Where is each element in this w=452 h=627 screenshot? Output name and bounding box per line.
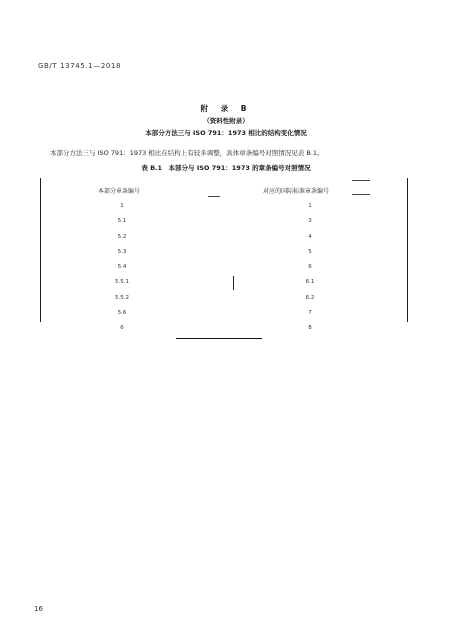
cell-this-part: 6 [120,325,124,332]
cell-iso: 1 [308,203,312,209]
cell-this-part: 5.2 [117,233,127,240]
cell-this-part: 5.6 [117,310,127,317]
table-row [40,231,408,246]
cell-this-part: 5.4 [117,264,127,271]
table-row [40,261,408,276]
cell-iso: 7 [308,310,312,317]
column-header-this-part: 本部分章条编号 [98,188,141,195]
annex-title: 附 录 B [200,104,252,113]
table-row [40,215,408,230]
intro-paragraph: 本部分方法三与 ISO 791：1973 相比在结构上有较多调整，具体章条编号对照情况见表 B.1。 [50,149,324,157]
table-row [40,307,408,322]
cell-iso: 4 [308,233,312,240]
header-rule-mark [208,196,220,197]
cell-this-part: 5.1 [117,218,127,225]
header-rule-mark [352,180,370,181]
header-code: GB/T 13745.1—2018 [38,62,122,70]
cell-this-part: 5.3 [117,248,127,255]
header-rule-mark [352,194,370,195]
table-body [40,200,408,338]
cell-iso: 6.1 [305,279,315,286]
cell-iso: 6 [308,264,312,271]
cell-this-part: 1 [120,203,124,209]
cell-this-part: 5.5.2 [115,294,129,301]
table-row [40,276,408,291]
column-header-iso: 对应的国际标准章条编号 [263,188,330,195]
cell-iso: 3 [308,218,312,225]
comparison-table [40,178,408,332]
cell-iso: 5 [308,248,312,255]
page-number: 16 [34,605,43,613]
table-row [40,322,408,337]
annex-kind: （资料性附录） [203,117,249,125]
annex-heading: 本部分方法三与 ISO 791：1973 相比的结构变化情况 [145,129,307,137]
table-row [40,292,408,307]
cell-this-part: 5.5.1 [115,279,129,286]
table-row [40,246,408,261]
table-row [40,200,408,215]
cell-iso: 6.2 [305,294,315,301]
table-caption: 表 B.1 本部分与 ISO 791：1973 的章条编号对照情况 [141,164,311,172]
end-rule [176,338,262,339]
cell-iso: 8 [308,325,312,332]
